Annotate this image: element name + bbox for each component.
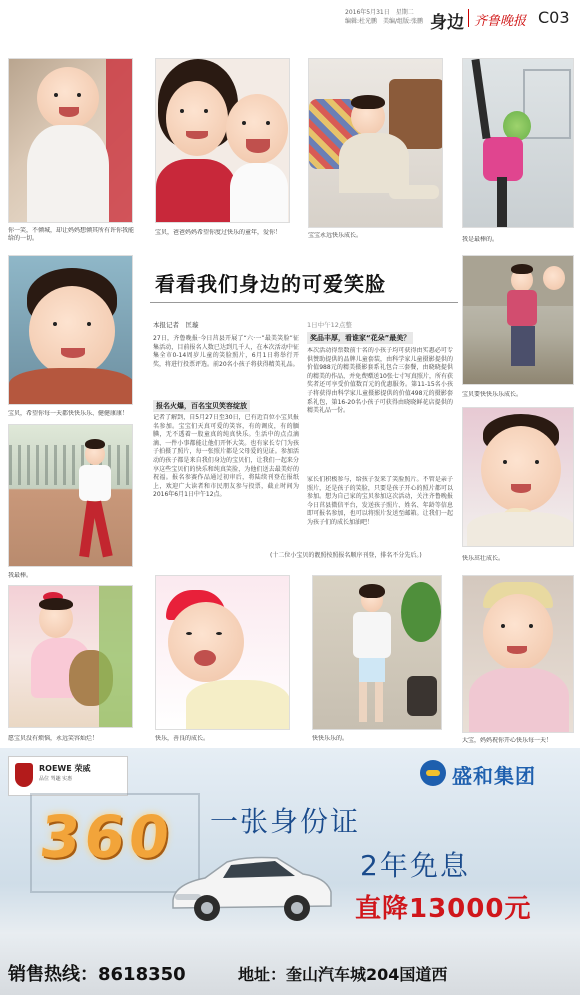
photo-6-caption: 宝贝要快快乐乐成长。: [462, 391, 523, 398]
photo-3-caption: 宝宝永远快乐成长。: [308, 232, 363, 239]
photo-8: [462, 407, 574, 547]
group-logo-icon: [420, 760, 446, 786]
photo-7-caption: 我最棒。: [8, 572, 33, 579]
article-col1-para2: 记者了解到，自5月27日至30日，已有近百位小宝贝报名参加。宝宝们天真可爱的笑容，有的调皮，有的腼腆，无不透着一股童真的纯真快乐。生活中的点点滴滴、一件小事都能让他们开怀大笑。也有家长专门为孩子拍摄了照片，每一张照片都是父母爱的见证。参加活动的孩子都是来自我们身边的宝贝们，让我们一起来分享这些宝贝们的快乐和纯真笑脸，为他们送去最美好的祝福。报名参赛作品通过初审后，将陆续刊登在报纸上，欢迎广大读者和市民朋友参与投票，截止时间为2016年6月1日中午12点。: [153, 414, 299, 499]
promo-line-1: 一张身份证: [210, 805, 361, 838]
article-footnote: (十二位小宝贝的靓照按照报名顺序刊登，排名不分先后。): [270, 552, 422, 559]
header-editors: 编辑:杜光鹏 美编/组版:张鹏: [345, 18, 424, 25]
promo-line-2: 2年免息: [360, 849, 470, 882]
advertisement: [0, 748, 580, 995]
section-name: 身边: [430, 13, 464, 33]
dealer-address: 地址：奎山汽车城204国道西: [238, 965, 448, 984]
photo-11-caption: 快快乐乐的。: [312, 735, 349, 742]
roewe-brand-name: ROEWE 荣威: [39, 764, 91, 773]
promo-line-3: 直降13000元: [355, 894, 532, 924]
roewe-logo-icon: [15, 763, 33, 787]
roewe-brand-slogan: 品位 驾趣 实惠: [39, 776, 73, 782]
header-info: [345, 8, 435, 26]
article-col2-para2: 家长们积极参与，给孩子发来了笑脸照片。不管是亲子照片，还是孩子的笑脸，只要是孩子开心的照片都可以参加。想为自己家的宝贝参加这次活动，关注齐鲁晚报今日莒县微信平台，发送孩子照片、姓名、年龄等信息即可报名参加，也可以将照片发送至邮箱。让我们一起为孩子们的成长加油吧！: [307, 476, 453, 526]
photo-2: [155, 58, 290, 223]
photo-2-caption: 宝贝，爸爸妈妈希望你度过快乐的童年，爱你！: [155, 229, 282, 236]
photo-1-caption: 你一笑，不倾城，却让妈妈想倾其所有许你我能给的一切。: [8, 227, 135, 242]
header-date: 2016年5月31日 星期二: [345, 9, 414, 16]
article-col1-subhead: 报名火爆，百名宝贝笑容绽放: [153, 400, 250, 412]
article-title: 看看我们身边的可爱笑脸: [155, 272, 386, 296]
photo-8-caption: 快乐茁壮成长。: [462, 555, 505, 562]
byline: 本报记者 匡璇: [153, 321, 199, 329]
newspaper-logo: 齐鲁晚报: [474, 14, 527, 29]
page-header: [0, 0, 580, 42]
photo-12-caption: 大宝，妈妈祝你开心快乐每一天！: [462, 737, 553, 744]
photo-9-caption: 愿宝贝没有烦恼，永远笑容灿烂！: [8, 735, 99, 742]
article-col2-para1: 本次活动得票数前十名的小孩子均可获得由实惠必可专供赞助提供的品牌儿童套装，由科学家儿童摄影提供的价值988元的精美摄影套系礼包合三套餐，由晓晓提供的精美的作品，并免费赠送10张七寸写真照片，所有获奖者还可享受价值数百元的优惠服务。第11-15名小孩子将获得由科学家儿童摄影提供的价值498元的摄影套系礼包，第16-20名小孩子可获得由晓晓鲜花店提供的精美礼品一份。: [307, 347, 453, 415]
article-col1-para1: 27日，齐鲁晚报·今日莒县开展了“六·一”最美笑脸”征集活动，目前报名人数已达到几千人，在本次活动中征集全市0-14周岁儿童的笑脸照片，6月1日将举行开奖，将进行投票评选。前20名小孩子将获得精美礼品。: [153, 335, 299, 368]
photo-12: [462, 575, 574, 733]
photo-9: [8, 585, 133, 728]
page-number: C03: [538, 8, 570, 27]
photo-4-caption: 我是最棒的。: [462, 236, 499, 243]
photo-5: [8, 255, 133, 405]
car-image: [165, 848, 335, 926]
title-divider: [150, 302, 458, 303]
photo-3: [308, 58, 443, 228]
photo-10: [155, 575, 290, 730]
photo-10-caption: 快乐，善良的成长。: [155, 735, 210, 742]
photo-6: [462, 255, 574, 385]
roewe-brand-box: [8, 756, 128, 796]
article-col2-subhead: 奖品丰厚，看谁家“花朵”最美？: [307, 332, 413, 344]
sales-hotline: 销售热线：8618350: [8, 964, 186, 985]
photo-11: [312, 575, 442, 730]
photo-7: [8, 424, 133, 567]
car-model-number: 360: [36, 803, 177, 871]
photo-1: [8, 58, 133, 223]
dateline: 1日中午12点整: [307, 321, 352, 329]
group-name: 盛和集团: [452, 764, 536, 788]
photo-4: [462, 58, 574, 228]
header-divider: [468, 9, 469, 27]
photo-5-caption: 宝贝，希望你每一天都快快乐乐、健健康康！: [8, 410, 129, 417]
